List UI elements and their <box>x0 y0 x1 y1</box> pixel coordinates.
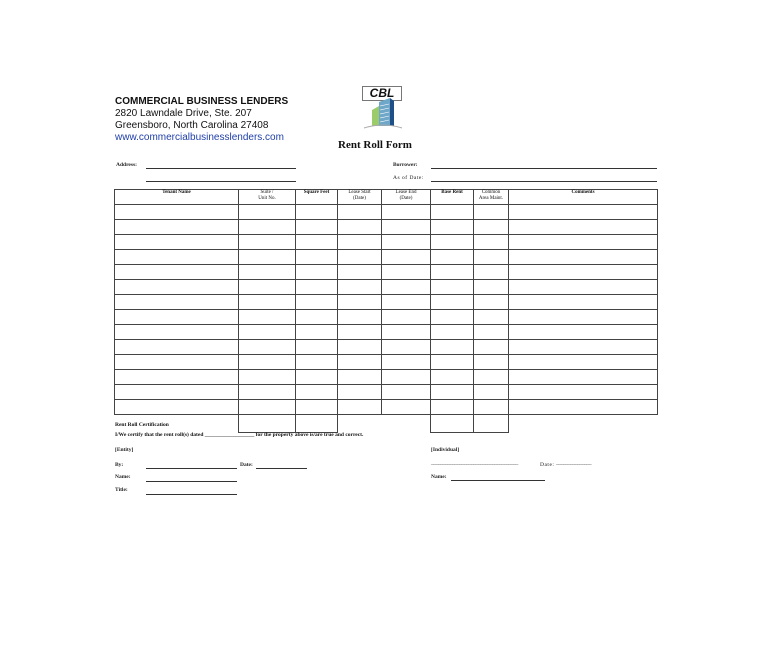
tenant-name-cell[interactable] <box>115 355 239 370</box>
suite-unit-cell[interactable] <box>239 400 296 415</box>
totals-row <box>115 415 658 433</box>
table-row <box>115 250 658 265</box>
square-feet-cell[interactable] <box>296 400 338 415</box>
tenant-name-cell[interactable] <box>115 250 239 265</box>
title-label: Title: <box>115 487 128 493</box>
individual-name-label: Name: <box>431 474 447 480</box>
suite-unit-cell[interactable] <box>239 250 296 265</box>
cam-cell[interactable] <box>474 220 509 235</box>
table-row <box>115 325 658 340</box>
suite-unit-cell[interactable] <box>239 220 296 235</box>
cam-cell[interactable] <box>474 205 509 220</box>
lease-start-cell[interactable] <box>338 355 382 370</box>
col-base-rent: Base Rent <box>431 190 474 205</box>
individual-label: [Individual] <box>431 447 460 453</box>
col-lease-end: Lease End (Date) <box>382 190 431 205</box>
square-feet-cell[interactable] <box>296 370 338 385</box>
tenant-name-cell[interactable] <box>115 385 239 400</box>
suite-unit-cell[interactable] <box>239 310 296 325</box>
cam-cell[interactable] <box>474 250 509 265</box>
comments-cell[interactable] <box>509 250 658 265</box>
square-feet-cell[interactable] <box>296 220 338 235</box>
logo-text: CBL <box>362 86 402 101</box>
suite-unit-cell[interactable] <box>239 355 296 370</box>
col-comments: Comments <box>509 190 658 205</box>
lease-start-cell[interactable] <box>338 310 382 325</box>
tenant-name-cell[interactable] <box>115 295 239 310</box>
total-base-rent-cell[interactable] <box>431 415 474 433</box>
table-row <box>115 340 658 355</box>
address-field-line2[interactable] <box>146 181 296 182</box>
lease-start-cell[interactable] <box>338 295 382 310</box>
lease-end-cell[interactable] <box>382 370 431 385</box>
base-rent-cell[interactable] <box>431 235 474 250</box>
comments-cell[interactable] <box>509 265 658 280</box>
total-suite-cell[interactable] <box>239 415 296 433</box>
total-cam-cell[interactable] <box>474 415 509 433</box>
comments-cell[interactable] <box>509 325 658 340</box>
table-row <box>115 295 658 310</box>
table-row <box>115 355 658 370</box>
base-rent-cell[interactable] <box>431 325 474 340</box>
square-feet-cell[interactable] <box>296 385 338 400</box>
square-feet-cell[interactable] <box>296 235 338 250</box>
base-rent-cell[interactable] <box>431 280 474 295</box>
tenant-name-cell[interactable] <box>115 235 239 250</box>
base-rent-cell[interactable] <box>431 355 474 370</box>
entity-name-field[interactable] <box>146 481 237 482</box>
as-of-date-field[interactable] <box>431 181 657 182</box>
lease-end-cell[interactable] <box>382 295 431 310</box>
suite-unit-cell[interactable] <box>239 205 296 220</box>
cam-cell[interactable] <box>474 370 509 385</box>
lease-start-cell[interactable] <box>338 265 382 280</box>
table-row <box>115 220 658 235</box>
individual-signature-line[interactable]: _____________________________________ <box>431 460 518 466</box>
comments-cell[interactable] <box>509 400 658 415</box>
tenant-name-cell[interactable] <box>115 400 239 415</box>
comments-cell[interactable] <box>509 205 658 220</box>
tenant-name-cell[interactable] <box>115 265 239 280</box>
company-address-line1: 2820 Lawndale Drive, Ste. 207 <box>115 108 252 119</box>
comments-cell[interactable] <box>509 295 658 310</box>
lease-end-cell[interactable] <box>382 400 431 415</box>
lease-end-cell[interactable] <box>382 220 431 235</box>
table-row <box>115 385 658 400</box>
company-website-link[interactable]: www.commercialbusinesslenders.com <box>115 132 284 143</box>
suite-unit-cell[interactable] <box>239 235 296 250</box>
table-row <box>115 265 658 280</box>
suite-unit-cell[interactable] <box>239 325 296 340</box>
entity-date-label: Date: <box>240 462 253 468</box>
individual-name-field[interactable] <box>451 480 545 481</box>
suite-unit-cell[interactable] <box>239 265 296 280</box>
cam-cell[interactable] <box>474 325 509 340</box>
base-rent-cell[interactable] <box>431 385 474 400</box>
comments-cell[interactable] <box>509 370 658 385</box>
lease-start-cell[interactable] <box>338 220 382 235</box>
cam-cell[interactable] <box>474 310 509 325</box>
base-rent-cell[interactable] <box>431 295 474 310</box>
base-rent-cell[interactable] <box>431 250 474 265</box>
entity-name-label: Name: <box>115 474 131 480</box>
suite-unit-cell[interactable] <box>239 385 296 400</box>
lease-end-cell[interactable] <box>382 325 431 340</box>
suite-unit-cell[interactable] <box>239 295 296 310</box>
square-feet-cell[interactable] <box>296 205 338 220</box>
address-label: Address: <box>116 162 137 168</box>
tenant-name-cell[interactable] <box>115 325 239 340</box>
entity-date-field[interactable] <box>256 468 307 469</box>
lease-start-cell[interactable] <box>338 280 382 295</box>
lease-end-cell[interactable] <box>382 235 431 250</box>
tenant-name-cell[interactable] <box>115 220 239 235</box>
entity-label: [Entity] <box>115 447 134 453</box>
comments-cell[interactable] <box>509 280 658 295</box>
tenant-name-cell[interactable] <box>115 370 239 385</box>
cam-cell[interactable] <box>474 265 509 280</box>
individual-date-label: Date: <box>540 462 555 468</box>
certification-statement: I/We certify that the rent roll(s) dated __________________ for the property above is/are true and correct. <box>115 432 364 438</box>
square-feet-cell[interactable] <box>296 355 338 370</box>
as-of-date-label: As of Date: <box>393 175 424 181</box>
lease-end-cell[interactable] <box>382 250 431 265</box>
comments-cell[interactable] <box>509 220 658 235</box>
square-feet-cell[interactable] <box>296 265 338 280</box>
rent-roll-table <box>114 189 658 433</box>
lease-end-cell[interactable] <box>382 355 431 370</box>
table-row <box>115 310 658 325</box>
col-square-feet: Square Feet <box>296 190 338 205</box>
borrower-label: Borrower: <box>393 162 418 168</box>
suite-unit-cell[interactable] <box>239 370 296 385</box>
lease-start-cell[interactable] <box>338 250 382 265</box>
base-rent-cell[interactable] <box>431 400 474 415</box>
comments-cell[interactable] <box>509 355 658 370</box>
lease-start-cell[interactable] <box>338 385 382 400</box>
square-feet-cell[interactable] <box>296 250 338 265</box>
table-row <box>115 370 658 385</box>
col-lease-start: Lease Start (Date) <box>338 190 382 205</box>
cam-cell[interactable] <box>474 235 509 250</box>
by-field[interactable] <box>146 468 237 469</box>
col-suite-unit: Suite / Unit No. <box>239 190 296 205</box>
suite-unit-cell[interactable] <box>239 340 296 355</box>
cam-cell[interactable] <box>474 295 509 310</box>
base-rent-cell[interactable] <box>431 205 474 220</box>
address-field-line1[interactable] <box>146 168 296 169</box>
comments-cell[interactable] <box>509 340 658 355</box>
company-name: COMMERCIAL BUSINESS LENDERS <box>115 96 289 107</box>
comments-cell[interactable] <box>509 385 658 400</box>
suite-unit-cell[interactable] <box>239 280 296 295</box>
lease-start-cell[interactable] <box>338 205 382 220</box>
base-rent-cell[interactable] <box>431 220 474 235</box>
cbl-logo <box>360 84 406 132</box>
table-row <box>115 280 658 295</box>
form-title: Rent Roll Form <box>338 139 412 151</box>
individual-date-line[interactable]: _______________ <box>556 460 592 466</box>
cam-cell[interactable] <box>474 280 509 295</box>
comments-cell[interactable] <box>509 235 658 250</box>
col-tenant-name: Tenant Name <box>115 190 239 205</box>
building-icon <box>360 84 406 132</box>
cam-cell[interactable] <box>474 355 509 370</box>
cam-cell[interactable] <box>474 340 509 355</box>
lease-end-cell[interactable] <box>382 205 431 220</box>
square-feet-cell[interactable] <box>296 310 338 325</box>
tenant-name-cell[interactable] <box>115 205 239 220</box>
square-feet-cell[interactable] <box>296 280 338 295</box>
tenant-name-cell[interactable] <box>115 280 239 295</box>
lease-start-cell[interactable] <box>338 370 382 385</box>
lease-start-cell[interactable] <box>338 340 382 355</box>
lease-end-cell[interactable] <box>382 280 431 295</box>
certification-title: Rent Roll Certification <box>115 422 169 428</box>
square-feet-cell[interactable] <box>296 340 338 355</box>
base-rent-cell[interactable] <box>431 340 474 355</box>
square-feet-cell[interactable] <box>296 295 338 310</box>
table-header-row <box>115 190 658 205</box>
title-field[interactable] <box>146 494 237 495</box>
cam-cell[interactable] <box>474 385 509 400</box>
lease-start-cell[interactable] <box>338 325 382 340</box>
lease-start-cell[interactable] <box>338 235 382 250</box>
col-common-area-maint: Common Area Maint. <box>474 190 509 205</box>
lease-start-cell[interactable] <box>338 400 382 415</box>
table-row <box>115 400 658 415</box>
lease-end-cell[interactable] <box>382 340 431 355</box>
table-row <box>115 235 658 250</box>
base-rent-cell[interactable] <box>431 310 474 325</box>
company-info <box>115 96 288 144</box>
company-address-line2: Greensboro, North Carolina 27408 <box>115 120 269 131</box>
by-label: By: <box>115 462 124 468</box>
borrower-field[interactable] <box>431 168 657 169</box>
total-square-feet-cell[interactable] <box>296 415 338 433</box>
table-row <box>115 205 658 220</box>
base-rent-cell[interactable] <box>431 370 474 385</box>
lease-end-cell[interactable] <box>382 265 431 280</box>
tenant-name-cell[interactable] <box>115 340 239 355</box>
comments-cell[interactable] <box>509 310 658 325</box>
base-rent-cell[interactable] <box>431 265 474 280</box>
lease-end-cell[interactable] <box>382 385 431 400</box>
cam-cell[interactable] <box>474 400 509 415</box>
lease-end-cell[interactable] <box>382 310 431 325</box>
tenant-name-cell[interactable] <box>115 310 239 325</box>
square-feet-cell[interactable] <box>296 325 338 340</box>
